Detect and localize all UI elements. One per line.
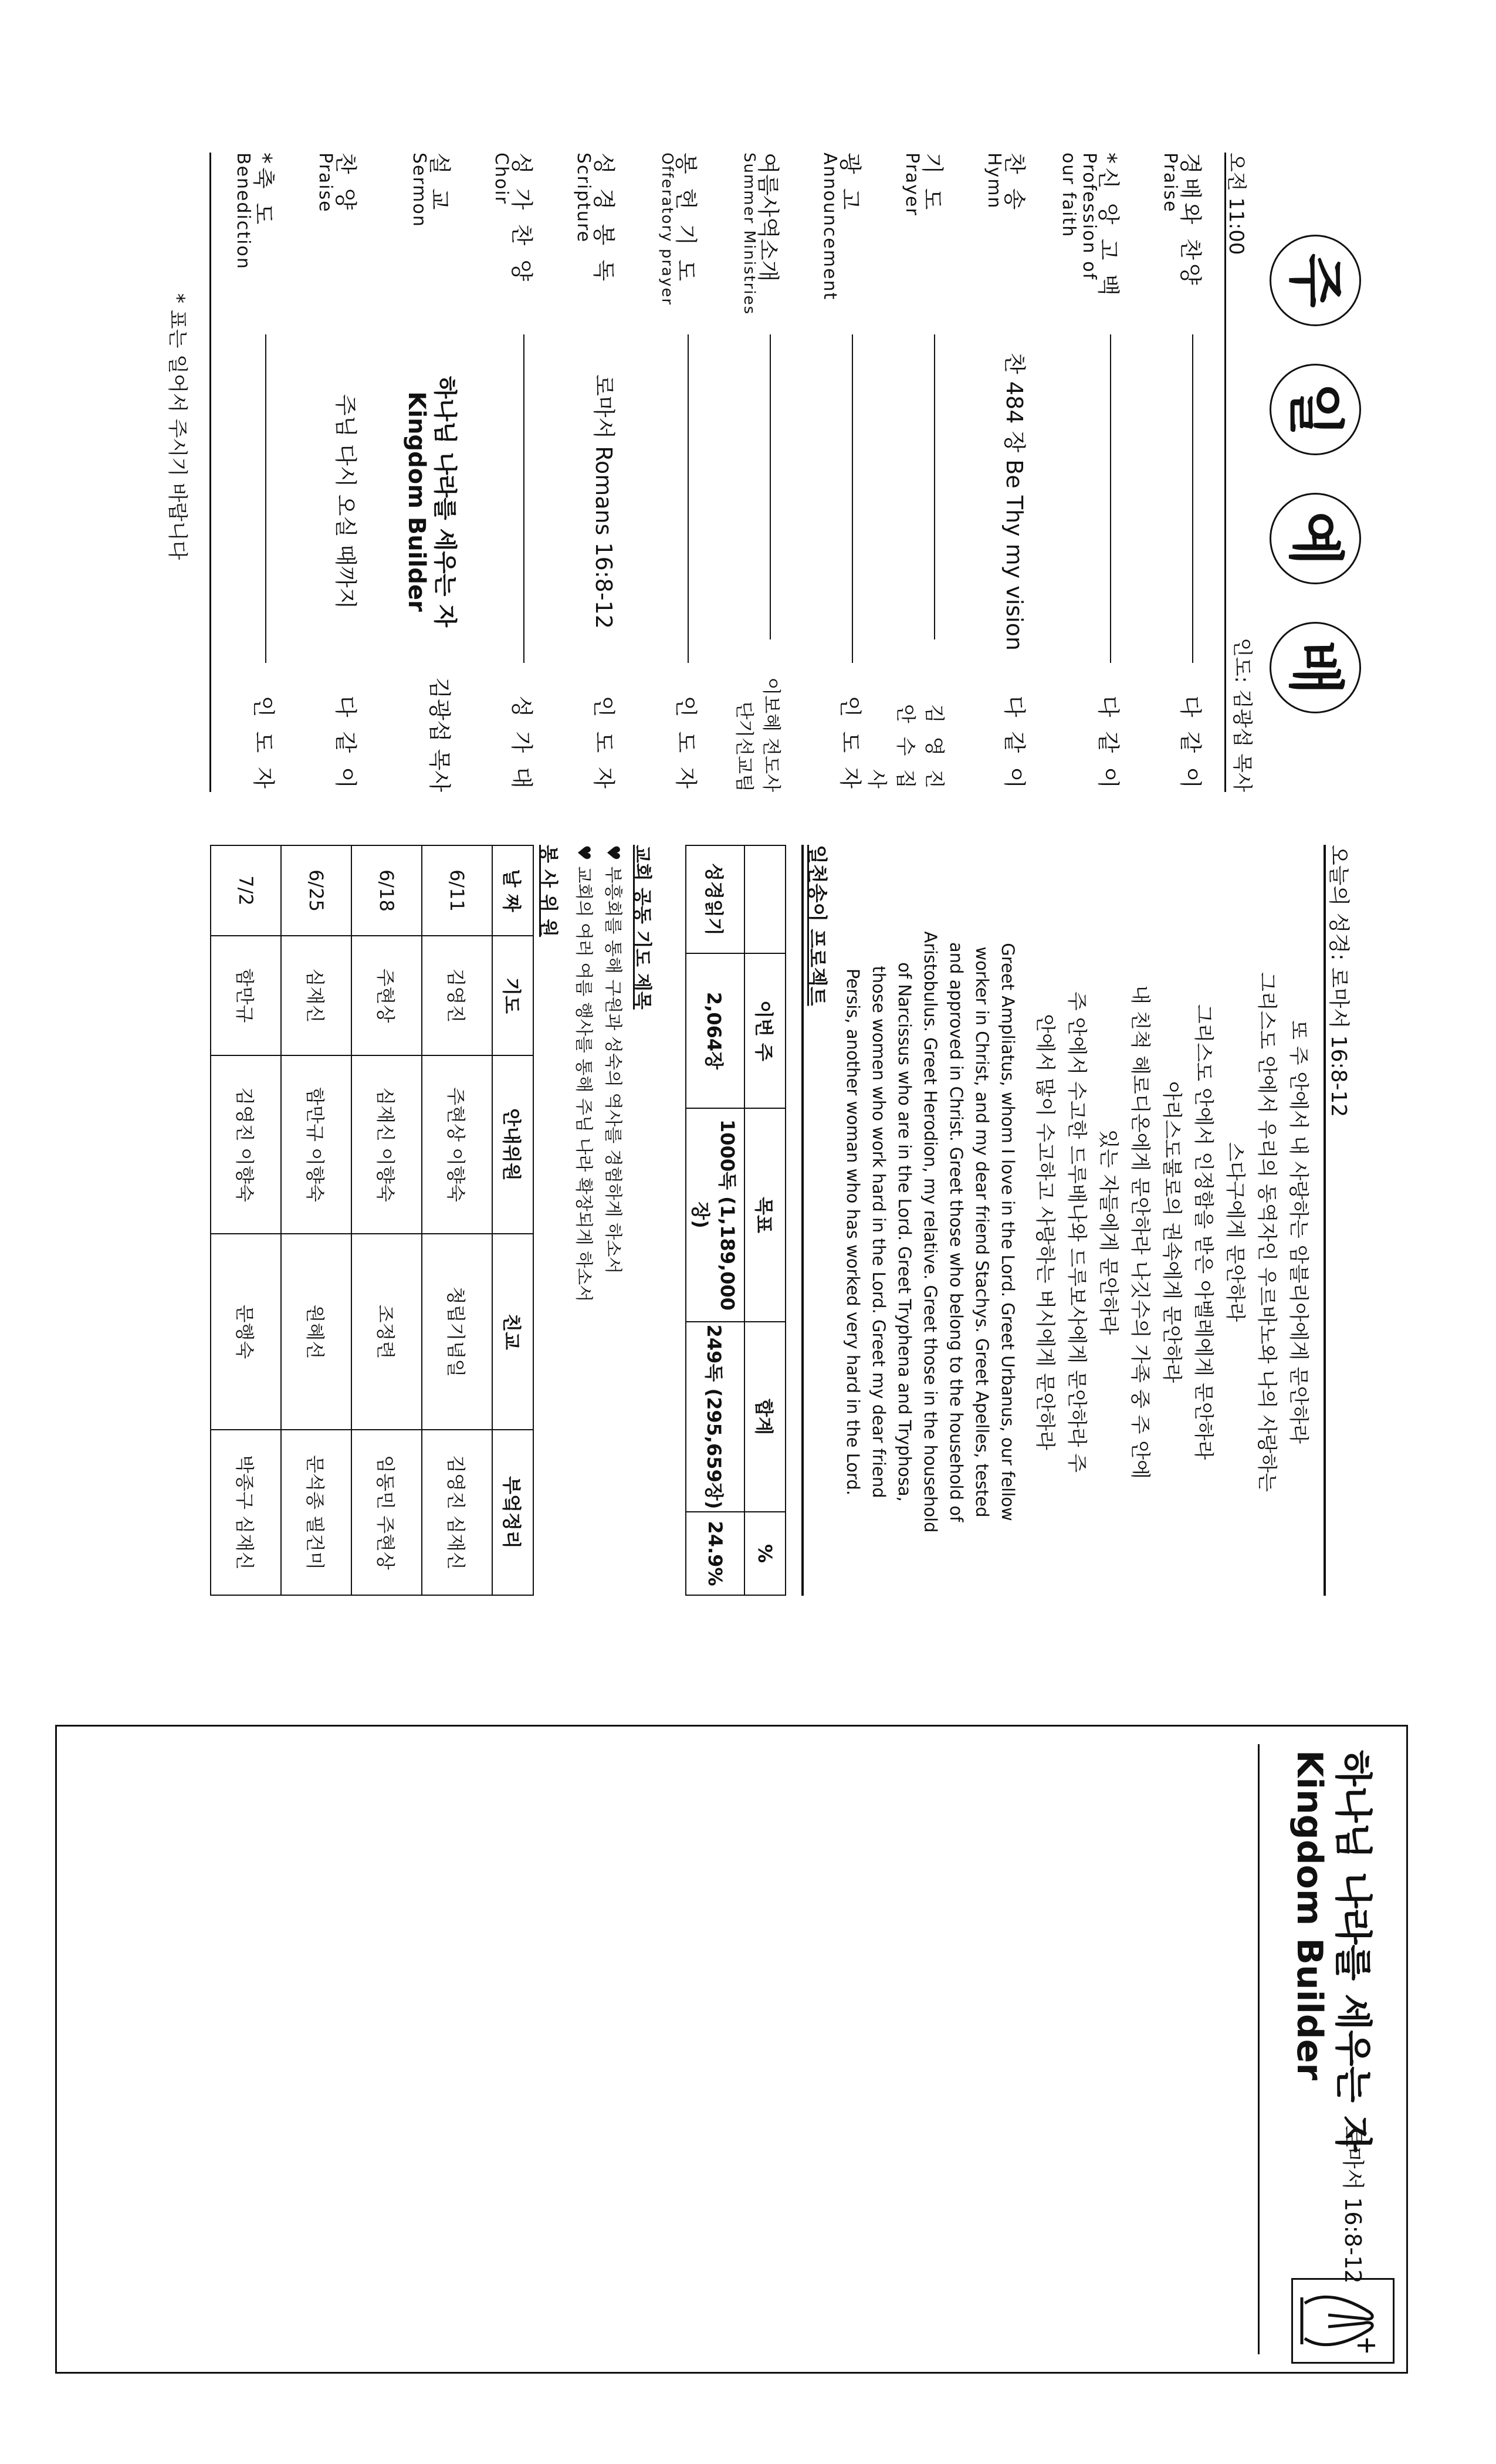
order-item-ko: *축 도 (251, 153, 276, 228)
table-cell: 조정련 (351, 1234, 422, 1430)
order-item-person: 다 같 이 (1177, 695, 1203, 792)
worship-order-panel (117, 153, 1361, 792)
scripture-en-line: Greet Ampliatus, whom I love in the Lord. Greet Urbanus, our fellow (998, 943, 1018, 1521)
order-item-en: Prayer (902, 153, 922, 216)
table-cell: 김영진 이향숙 (211, 1055, 281, 1234)
leader-line (934, 334, 935, 639)
service-leader: 인도: 김광섭 목사 (1230, 638, 1254, 792)
scripture-ko-line: 아리스도불로의 권속에게 문안하라 (1160, 1081, 1183, 1383)
table-cell: 6/25 (281, 845, 351, 936)
scripture-ko-line: 스다구에게 문안하라 (1223, 1142, 1247, 1322)
scripture-en-line: of Narcissus who are in the Lord. Greet Tryphena and Tryphosa, (895, 962, 915, 1502)
divider (209, 153, 211, 792)
leader-line (770, 334, 771, 639)
order-item-en: Scripture (573, 153, 594, 243)
prayer-text: 교회의 여러 여름 행사를 통해 주님 나라 확장되게 하소서 (573, 866, 594, 1302)
table-header: 합계 (744, 1322, 786, 1512)
table-cell: 6/18 (351, 845, 422, 936)
order-item-person: 다 같 이 (333, 695, 358, 792)
middle-panel (65, 845, 1355, 1596)
scripture-ko-line: 내 친척 헤로디온에게 문안하라 나깃수의 가족 중 주 안에 (1128, 985, 1152, 1479)
table-cell: 문행숙 (211, 1234, 281, 1430)
scripture-ko-line: 있는 자들에게 문안하라 (1096, 1129, 1120, 1335)
order-item-ko: 성 경 봉 독 (591, 153, 617, 285)
order-item-person: 인 도 자 (837, 695, 863, 792)
standing-note: * 표는 일어서 주시기 바랍니다 (165, 293, 189, 560)
table-cell: 6/11 (422, 845, 492, 936)
hymn-title: 찬 484 장 Be Thy my vision (1001, 353, 1027, 651)
order-item-person: 이보혜 전도사 단기선교팀 (733, 677, 783, 792)
order-item-person: 인 도 자 (591, 695, 617, 792)
order-item-ko: 찬 송 (1001, 153, 1027, 214)
divider (1224, 153, 1226, 792)
table-header: 친교 (492, 1234, 533, 1430)
order-item-en: Praise (315, 153, 336, 213)
table-cell: 249독 (295,659장) (686, 1322, 744, 1512)
table-cell: 청립기념일 (422, 1234, 492, 1430)
table-cell: 1000독 (1,189,000장) (686, 1108, 744, 1322)
order-item-en: Hymn (984, 153, 1004, 209)
order-item-en: Praise (1160, 153, 1180, 213)
table-header (744, 845, 786, 953)
table-row (422, 845, 492, 1595)
scripture-ko-line: 안에서 많이 수고하고 사랑하는 버시에게 문안하라 (1033, 1014, 1057, 1450)
scripture-ko-line: 주 안에서 수고한 드루배나와 드루보사에게 문안하라 주 (1065, 991, 1088, 1473)
table-cell: 김영진 심재신 (422, 1430, 492, 1595)
leader-line (688, 334, 689, 663)
order-item-ko: 기 도 (919, 153, 945, 214)
order-item-ko: *신 앙 고 백 (1095, 153, 1121, 300)
table-cell: 2,064장 (686, 953, 744, 1108)
scripture-ko-line: 그리스도 안에서 우리의 동역자인 우르바노와 나의 사랑하는 (1255, 972, 1278, 1492)
service-time: 오전 11:00 (1224, 153, 1248, 255)
table-cell: 김영진 (422, 936, 492, 1055)
divider (1324, 845, 1326, 1596)
table-cell: 임동민 주현상 (351, 1430, 422, 1595)
praise-song-title: 주님 다시 오실 때까지 (333, 394, 358, 610)
order-item-ko: 경배와 찬양 (1177, 153, 1203, 289)
table-cell: 박종구 심재신 (211, 1430, 281, 1595)
table-row (351, 845, 422, 1595)
order-item-ko: 광 고 (837, 153, 863, 214)
scripture-en-line: Persis, another woman who has worked very hard in the Lord. (843, 968, 863, 1496)
title-char: 예 (1270, 493, 1361, 584)
table-header: % (744, 1512, 786, 1595)
table-cell: 주현상 (351, 936, 422, 1055)
scripture-ko-line: 또 주 안에서 내 사랑하는 암블리아에게 문안하라 (1287, 1020, 1310, 1444)
order-item-en: Profession of our faith (1058, 153, 1099, 281)
leader-line (523, 334, 524, 663)
prayer-title: 교회 공동 기도 제목 (631, 845, 654, 1010)
order-item-en: Choir (491, 153, 512, 205)
table-header: 부엌정리 (492, 1430, 533, 1595)
sermon-title: 하나님 나라를 세우는 자 Kingdom Builder (403, 375, 458, 628)
table-cell: 심재신 이향숙 (351, 1055, 422, 1234)
leader-line (1110, 334, 1111, 663)
order-item-ko: 설 교 (427, 153, 452, 214)
order-item-person: 김광섭 목사 (427, 677, 452, 792)
order-item-person: 인 도 자 (251, 695, 276, 792)
table-header: 기도 (492, 936, 533, 1055)
order-item-person: 다 같 이 (1001, 695, 1027, 792)
order-item-ko: 성 가 찬 양 (509, 153, 534, 285)
order-item-en: Benediction (233, 153, 253, 270)
service-committee-table (210, 845, 534, 1596)
table-header: 이번 주 (744, 953, 786, 1108)
leader-line (1192, 334, 1193, 663)
table-cell: 문석종 필건미 (281, 1430, 351, 1595)
table-cell: 함만규 이향숙 (281, 1055, 351, 1234)
leader-line (265, 334, 266, 663)
divider (801, 845, 804, 1596)
service-committee-title: 봉 사 위 원 (537, 845, 560, 937)
order-item-en: Summer Ministries (740, 153, 758, 316)
table-header: 안내위원 (492, 1055, 533, 1234)
table-cell: 심재신 (281, 936, 351, 1055)
prayer-item: ♥ 교회의 여러 여름 행사를 통해 주님 나라 확장되게 하소서 (573, 845, 594, 1302)
scripture-en-line: those women who work hard in the Lord. Greet my dear friend (869, 966, 889, 1498)
order-item-person: 김 영 진 안 수 집 사 (865, 703, 946, 792)
praying-hands-icon (1291, 2278, 1395, 2364)
table-cell: 7/2 (211, 845, 281, 936)
table-row (281, 845, 351, 1595)
title-char: 일 (1270, 364, 1361, 455)
table-header: 목표 (744, 1108, 786, 1322)
sermon-note-reference: 로마서 16:8-12 (1340, 2125, 1366, 2284)
table-cell: 원혜선 (281, 1234, 351, 1430)
order-item-en: Offeratory prayer (658, 153, 676, 306)
order-item-ko: 여름사역소개 (755, 153, 781, 282)
order-item-person: 인 도 자 (673, 695, 699, 792)
scripture-ko-line: 그리스도 안에서 인정함을 받은 아벨레에게 문안하라 (1192, 1004, 1215, 1460)
leader-line (852, 334, 853, 663)
table-row (211, 845, 281, 1595)
table-cell: 성경읽기 (686, 845, 744, 953)
table-cell: 24.9% (686, 1512, 744, 1595)
table-cell: 주현상 이향숙 (422, 1055, 492, 1234)
prayer-item: ♥ 부흥회를 통해 구원과 성숙의 역사를 경험하게 하소서 (603, 845, 623, 1274)
scripture-en-line: and approved in Christ. Greet those who belong to the household of (946, 942, 966, 1522)
order-item-person: 다 같 이 (1095, 695, 1121, 792)
sermon-note-card (55, 1725, 1408, 2374)
sermon-note-title-en: Kingdom Builder (1289, 1750, 1330, 2081)
table-header: 날 짜 (492, 845, 533, 936)
order-item-ko: 봉 헌 기 도 (673, 153, 699, 285)
sermon-note-title-ko: 하나님 나라를 세우는 자 (1331, 1750, 1374, 2152)
order-item-en: Announcement (820, 153, 840, 301)
scripture-en-line: worker in Christ, and my dear friend Stachys. Greet Apelles, tested (972, 946, 992, 1518)
scripture-reference: 로마서 Romans 16:8-12 (591, 374, 617, 629)
divider (1258, 1744, 1260, 2354)
title-char: 주 (1270, 235, 1361, 326)
scripture-title: 오늘의 성경: 로마서 16:8-12 (1326, 845, 1351, 1118)
order-item-en: Sermon (409, 153, 429, 228)
scripture-en-line: Aristobulus. Greet Herodion, my relative. Greet those in the household (920, 931, 940, 1533)
table-cell: 함만규 (211, 936, 281, 1055)
order-item-person: 성 가 대 (509, 695, 534, 792)
title-char: 배 (1270, 622, 1361, 713)
bible-reading-table (685, 845, 786, 1596)
project-title: 일천송이 프로젝트 (805, 845, 828, 1006)
order-item-ko: 찬 양 (333, 153, 358, 214)
prayer-text: 부흥회를 통해 구원과 성숙의 역사를 경험하게 하소서 (603, 866, 623, 1274)
